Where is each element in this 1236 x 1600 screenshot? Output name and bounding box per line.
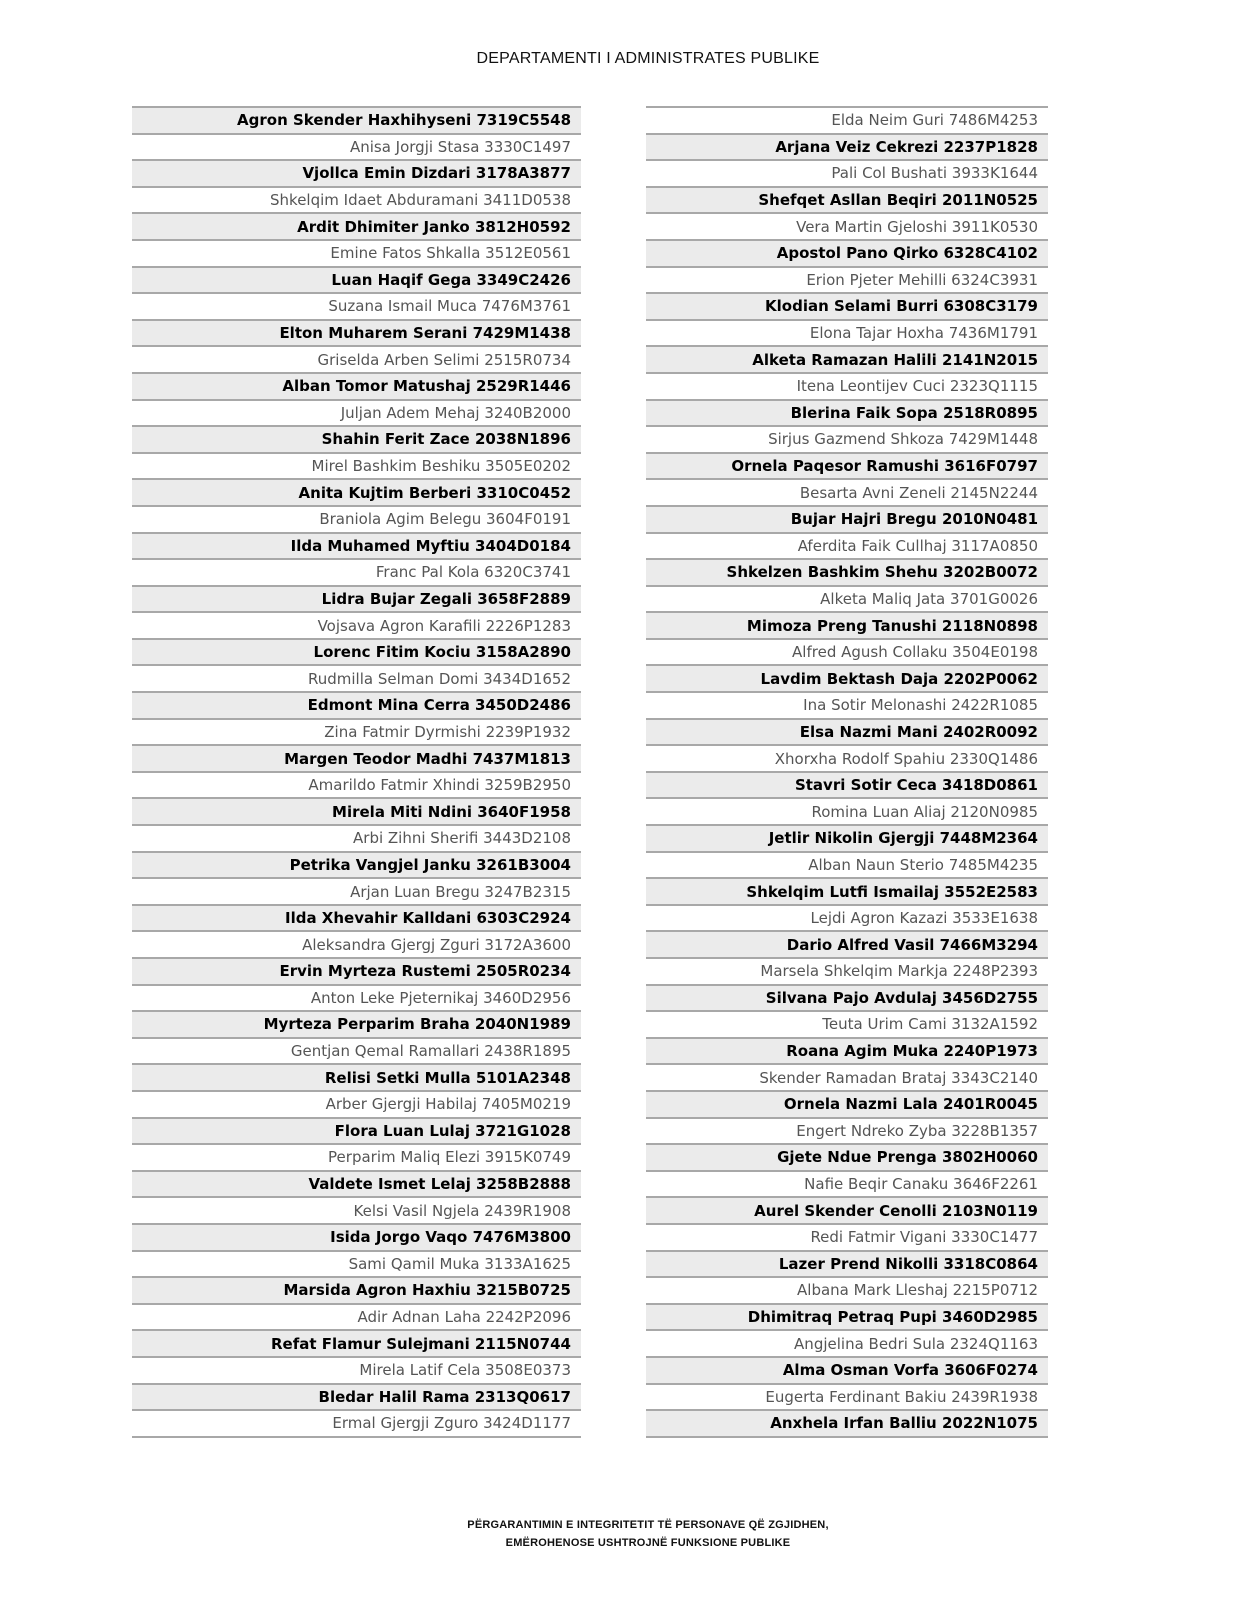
list-item: Dhimitraq Petraq Pupi 3460D2985: [646, 1305, 1048, 1332]
page-title: DEPARTAMENTI I ADMINISTRATES PUBLIKE: [476, 50, 820, 67]
list-item: Margen Teodor Madhi 7437M1813: [132, 746, 581, 773]
list-item: Itena Leontijev Cuci 2323Q1115: [646, 374, 1048, 401]
list-item: Shkelzen Bashkim Shehu 3202B0072: [646, 560, 1048, 587]
list-item: Amarildo Fatmir Xhindi 3259B2950: [132, 773, 581, 800]
list-item: Roana Agim Muka 2240P1973: [646, 1039, 1048, 1066]
list-item: Griselda Arben Selimi 2515R0734: [132, 347, 581, 374]
list-item: Sami Qamil Muka 3133A1625: [132, 1252, 581, 1279]
list-item: Marsida Agron Haxhiu 3215B0725: [132, 1278, 581, 1305]
list-item: Ina Sotir Melonashi 2422R1085: [646, 693, 1048, 720]
list-item: Eugerta Ferdinant Bakiu 2439R1938: [646, 1385, 1048, 1412]
list-item: Skender Ramadan Brataj 3343C2140: [646, 1065, 1048, 1092]
list-item: Nafie Beqir Canaku 3646F2261: [646, 1172, 1048, 1199]
list-item: Ilda Muhamed Myftiu 3404D0184: [132, 534, 581, 561]
list-item: Anton Leke Pjeternikaj 3460D2956: [132, 986, 581, 1013]
list-item: Suzana Ismail Muca 7476M3761: [132, 294, 581, 321]
list-item: Juljan Adem Mehaj 3240B2000: [132, 401, 581, 428]
list-item: Xhorxha Rodolf Spahiu 2330Q1486: [646, 746, 1048, 773]
list-item: Apostol Pano Qirko 6328C4102: [646, 241, 1048, 268]
list-item: Agron Skender Haxhihyseni 7319C5548: [132, 108, 581, 135]
list-item: Arjan Luan Bregu 3247B2315: [132, 879, 581, 906]
list-item: Elton Muharem Serani 7429M1438: [132, 321, 581, 348]
list-item: Engert Ndreko Zyba 3228B1357: [646, 1119, 1048, 1146]
names-list-right: [646, 106, 1048, 1438]
list-item: Alban Naun Sterio 7485M4235: [646, 853, 1048, 880]
list-item: Lavdim Bektash Daja 2202P0062: [646, 666, 1048, 693]
list-item: Besarta Avni Zeneli 2145N2244: [646, 480, 1048, 507]
list-item: Ervin Myrteza Rustemi 2505R0234: [132, 959, 581, 986]
list-item: Anita Kujtim Berberi 3310C0452: [132, 480, 581, 507]
list-item: Valdete Ismet Lelaj 3258B2888: [132, 1172, 581, 1199]
names-list-left: [132, 106, 581, 1438]
list-item: Shkelqim Idaet Abduramani 3411D0538: [132, 188, 581, 215]
list-item: Sirjus Gazmend Shkoza 7429M1448: [646, 427, 1048, 454]
list-item: Angjelina Bedri Sula 2324Q1163: [646, 1331, 1048, 1358]
list-item: Alban Tomor Matushaj 2529R1446: [132, 374, 581, 401]
list-item: Perparim Maliq Elezi 3915K0749: [132, 1145, 581, 1172]
list-item: Arjana Veiz Cekrezi 2237P1828: [646, 135, 1048, 162]
list-item: Mirela Latif Cela 3508E0373: [132, 1358, 581, 1385]
list-item: Romina Luan Aliaj 2120N0985: [646, 799, 1048, 826]
list-item: Aferdita Faik Cullhaj 3117A0850: [646, 534, 1048, 561]
list-item: Anisa Jorgji Stasa 3330C1497: [132, 135, 581, 162]
list-item: Lazer Prend Nikolli 3318C0864: [646, 1252, 1048, 1279]
list-item: Elda Neim Guri 7486M4253: [646, 108, 1048, 135]
list-item: Alketa Ramazan Halili 2141N2015: [646, 347, 1048, 374]
list-item: Alketa Maliq Jata 3701G0026: [646, 587, 1048, 614]
list-item: Mirel Bashkim Beshiku 3505E0202: [132, 454, 581, 481]
list-item: Silvana Pajo Avdulaj 3456D2755: [646, 986, 1048, 1013]
list-item: Bujar Hajri Bregu 2010N0481: [646, 507, 1048, 534]
list-item: Myrteza Perparim Braha 2040N1989: [132, 1012, 581, 1039]
list-item: Isida Jorgo Vaqo 7476M3800: [132, 1225, 581, 1252]
list-item: Relisi Setki Mulla 5101A2348: [132, 1065, 581, 1092]
list-item: Alfred Agush Collaku 3504E0198: [646, 640, 1048, 667]
list-item: Mirela Miti Ndini 3640F1958: [132, 799, 581, 826]
footer-line-1: PËRGARANTIMIN E INTEGRITETIT TË PERSONAVE QË ZGJIDHEN,: [467, 1519, 829, 1531]
footer-line-2: EMËROHENOSE USHTROJNË FUNKSIONE PUBLIKE: [505, 1537, 791, 1549]
list-item: Vjollca Emin Dizdari 3178A3877: [132, 161, 581, 188]
list-item: Aleksandra Gjergj Zguri 3172A3600: [132, 932, 581, 959]
list-item: Pali Col Bushati 3933K1644: [646, 161, 1048, 188]
list-item: Gjete Ndue Prenga 3802H0060: [646, 1145, 1048, 1172]
page-footer: [0, 1516, 1236, 1552]
list-item: Blerina Faik Sopa 2518R0895: [646, 401, 1048, 428]
list-item: Alma Osman Vorfa 3606F0274: [646, 1358, 1048, 1385]
list-item: Vera Martin Gjeloshi 3911K0530: [646, 214, 1048, 241]
list-item: Ermal Gjergji Zguro 3424D1177: [132, 1411, 581, 1438]
list-item: Arbi Zihni Sherifi 3443D2108: [132, 826, 581, 853]
list-item: Kelsi Vasil Ngjela 2439R1908: [132, 1198, 581, 1225]
list-item: Aurel Skender Cenolli 2103N0119: [646, 1198, 1048, 1225]
list-item: Anxhela Irfan Balliu 2022N1075: [646, 1411, 1048, 1438]
list-item: Jetlir Nikolin Gjergji 7448M2364: [646, 826, 1048, 853]
list-item: Marsela Shkelqim Markja 2248P2393: [646, 959, 1048, 986]
list-item: Petrika Vangjel Janku 3261B3004: [132, 853, 581, 880]
list-item: Gentjan Qemal Ramallari 2438R1895: [132, 1039, 581, 1066]
list-item: Zina Fatmir Dyrmishi 2239P1932: [132, 720, 581, 747]
list-item: Erion Pjeter Mehilli 6324C3931: [646, 268, 1048, 295]
list-item: Mimoza Preng Tanushi 2118N0898: [646, 613, 1048, 640]
list-item: Rudmilla Selman Domi 3434D1652: [132, 666, 581, 693]
list-item: Refat Flamur Sulejmani 2115N0744: [132, 1331, 581, 1358]
list-item: Klodian Selami Burri 6308C3179: [646, 294, 1048, 321]
list-item: Stavri Sotir Ceca 3418D0861: [646, 773, 1048, 800]
list-item: Luan Haqif Gega 3349C2426: [132, 268, 581, 295]
list-item: Flora Luan Lulaj 3721G1028: [132, 1119, 581, 1146]
list-item: Edmont Mina Cerra 3450D2486: [132, 693, 581, 720]
list-item: Shkelqim Lutfi Ismailaj 3552E2583: [646, 879, 1048, 906]
list-item: Lorenc Fitim Kociu 3158A2890: [132, 640, 581, 667]
list-item: Ilda Xhevahir Kalldani 6303C2924: [132, 906, 581, 933]
list-item: Braniola Agim Belegu 3604F0191: [132, 507, 581, 534]
list-item: Arber Gjergji Habilaj 7405M0219: [132, 1092, 581, 1119]
list-item: Ardit Dhimiter Janko 3812H0592: [132, 214, 581, 241]
list-item: Franc Pal Kola 6320C3741: [132, 560, 581, 587]
list-item: Lejdi Agron Kazazi 3533E1638: [646, 906, 1048, 933]
list-item: Shefqet Asllan Beqiri 2011N0525: [646, 188, 1048, 215]
list-item: Vojsava Agron Karafili 2226P1283: [132, 613, 581, 640]
list-item: Lidra Bujar Zegali 3658F2889: [132, 587, 581, 614]
list-item: Albana Mark Lleshaj 2215P0712: [646, 1278, 1048, 1305]
list-item: Ornela Nazmi Lala 2401R0045: [646, 1092, 1048, 1119]
list-item: Teuta Urim Cami 3132A1592: [646, 1012, 1048, 1039]
list-item: Bledar Halil Rama 2313Q0617: [132, 1385, 581, 1412]
list-item: Emine Fatos Shkalla 3512E0561: [132, 241, 581, 268]
list-item: Dario Alfred Vasil 7466M3294: [646, 932, 1048, 959]
list-item: Adir Adnan Laha 2242P2096: [132, 1305, 581, 1332]
list-item: Ornela Paqesor Ramushi 3616F0797: [646, 454, 1048, 481]
list-item: Elona Tajar Hoxha 7436M1791: [646, 321, 1048, 348]
list-item: Elsa Nazmi Mani 2402R0092: [646, 720, 1048, 747]
list-item: Redi Fatmir Vigani 3330C1477: [646, 1225, 1048, 1252]
list-item: Shahin Ferit Zace 2038N1896: [132, 427, 581, 454]
